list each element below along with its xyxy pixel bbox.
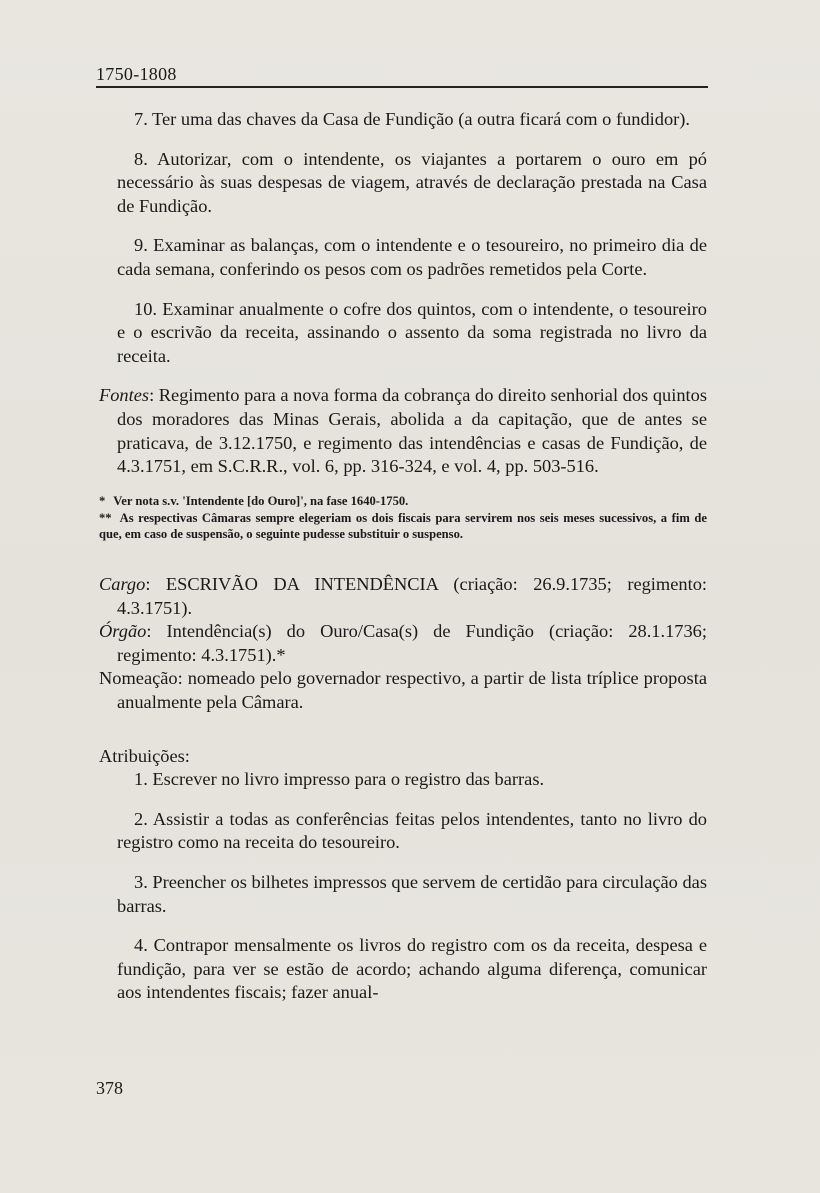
list-item-9: 9. Examinar as balanças, com o intendente e o tesoureiro, no primeiro dia de cada semana, conferindo os pesos com os padrões remetidos pela Corte.: [117, 235, 707, 279]
cargo-paragraph: [99, 573, 707, 620]
orgao-text: : Intendência(s) do Ouro/Casa(s) de Fundição (criação: 28.1.1736; regimento: 4.3.1751).*: [117, 621, 707, 665]
cargo-label: Cargo: [99, 574, 146, 595]
fontes-paragraph: [99, 384, 707, 478]
footnote-2: [99, 510, 707, 544]
atribuicoes-heading: Atribuições:: [99, 745, 190, 766]
fontes-text: : Regimento para a nova forma da cobrança do direito senhorial dos quintos dos moradores das Minas Gerais, abolida a da capitação, que de antes se praticava, de 3.12.1750, e regimento das intendências e casas de Fundição, de 4.3.1751, em S.C.R.R., vol. 6, pp. 316-324, e vol. 4, pp. 503-516.: [117, 385, 707, 477]
atribuicao-item-3: 3. Preencher os bilhetes impressos que servem de certidão para circulação das barras.: [117, 872, 707, 916]
page-body: [99, 108, 707, 1005]
footnote-1: [99, 493, 707, 510]
list-item-8: 8. Autorizar, com o intendente, os viajantes a portarem o ouro em pó necessário às suas despesas de viagem, através de declaração prestada na Casa de Fundição.: [117, 148, 707, 216]
footnote-2-text: As respectivas Câmaras sempre elegeriam os dois fiscais para servirem nos seis meses sucessivos, a fim de que, em caso de suspensão, o seguinte pudesse substituir o suspenso.: [99, 510, 707, 542]
cargo-text: : ESCRIVÃO DA INTENDÊNCIA (criação: 26.9.1735; regimento: 4.3.1751).: [117, 574, 707, 618]
nomeacao-paragraph: Nomeação: nomeado pelo governador respectivo, a partir de lista tríplice proposta anualmente pela Câmara.: [99, 668, 707, 713]
atribuicao-item-2: 2. Assistir a todas as conferências feitas pelos intendentes, tanto no livro do registro como na receita do tesoureiro.: [117, 808, 707, 853]
page-number: 378: [96, 1078, 123, 1098]
orgao-paragraph: [99, 620, 707, 667]
footnote-1-text: Ver nota s.v. 'Intendente [do Ouro]', na fase 1640-1750.: [113, 493, 409, 508]
header-rule: [96, 86, 708, 88]
footnotes: [99, 493, 707, 543]
atribuicao-item-4: 4. Contrapor mensalmente os livros do registro com os da receita, despesa e fundição, para ver se estão de acordo; achando alguma diferença, comunicar aos intendentes fiscais; fazer anual-: [117, 935, 707, 1003]
footnote-2-mark: **: [99, 510, 112, 525]
fontes-label: Fontes: [99, 385, 150, 406]
orgao-label: Órgão: [99, 621, 147, 642]
list-item-7: 7. Ter uma das chaves da Casa de Fundição (a outra ficará com o fundidor).: [134, 109, 691, 129]
list-item-10: 10. Examinar anualmente o cofre dos quintos, com o intendente, o tesoureiro e o escrivão da receita, assinando o assento da soma registrada no livro da receita.: [117, 298, 707, 366]
atribuicao-item-1: 1. Escrever no livro impresso para o registro das barras.: [134, 769, 545, 790]
running-head: 1750-1808: [96, 64, 177, 84]
footnote-1-mark: *: [99, 493, 106, 508]
